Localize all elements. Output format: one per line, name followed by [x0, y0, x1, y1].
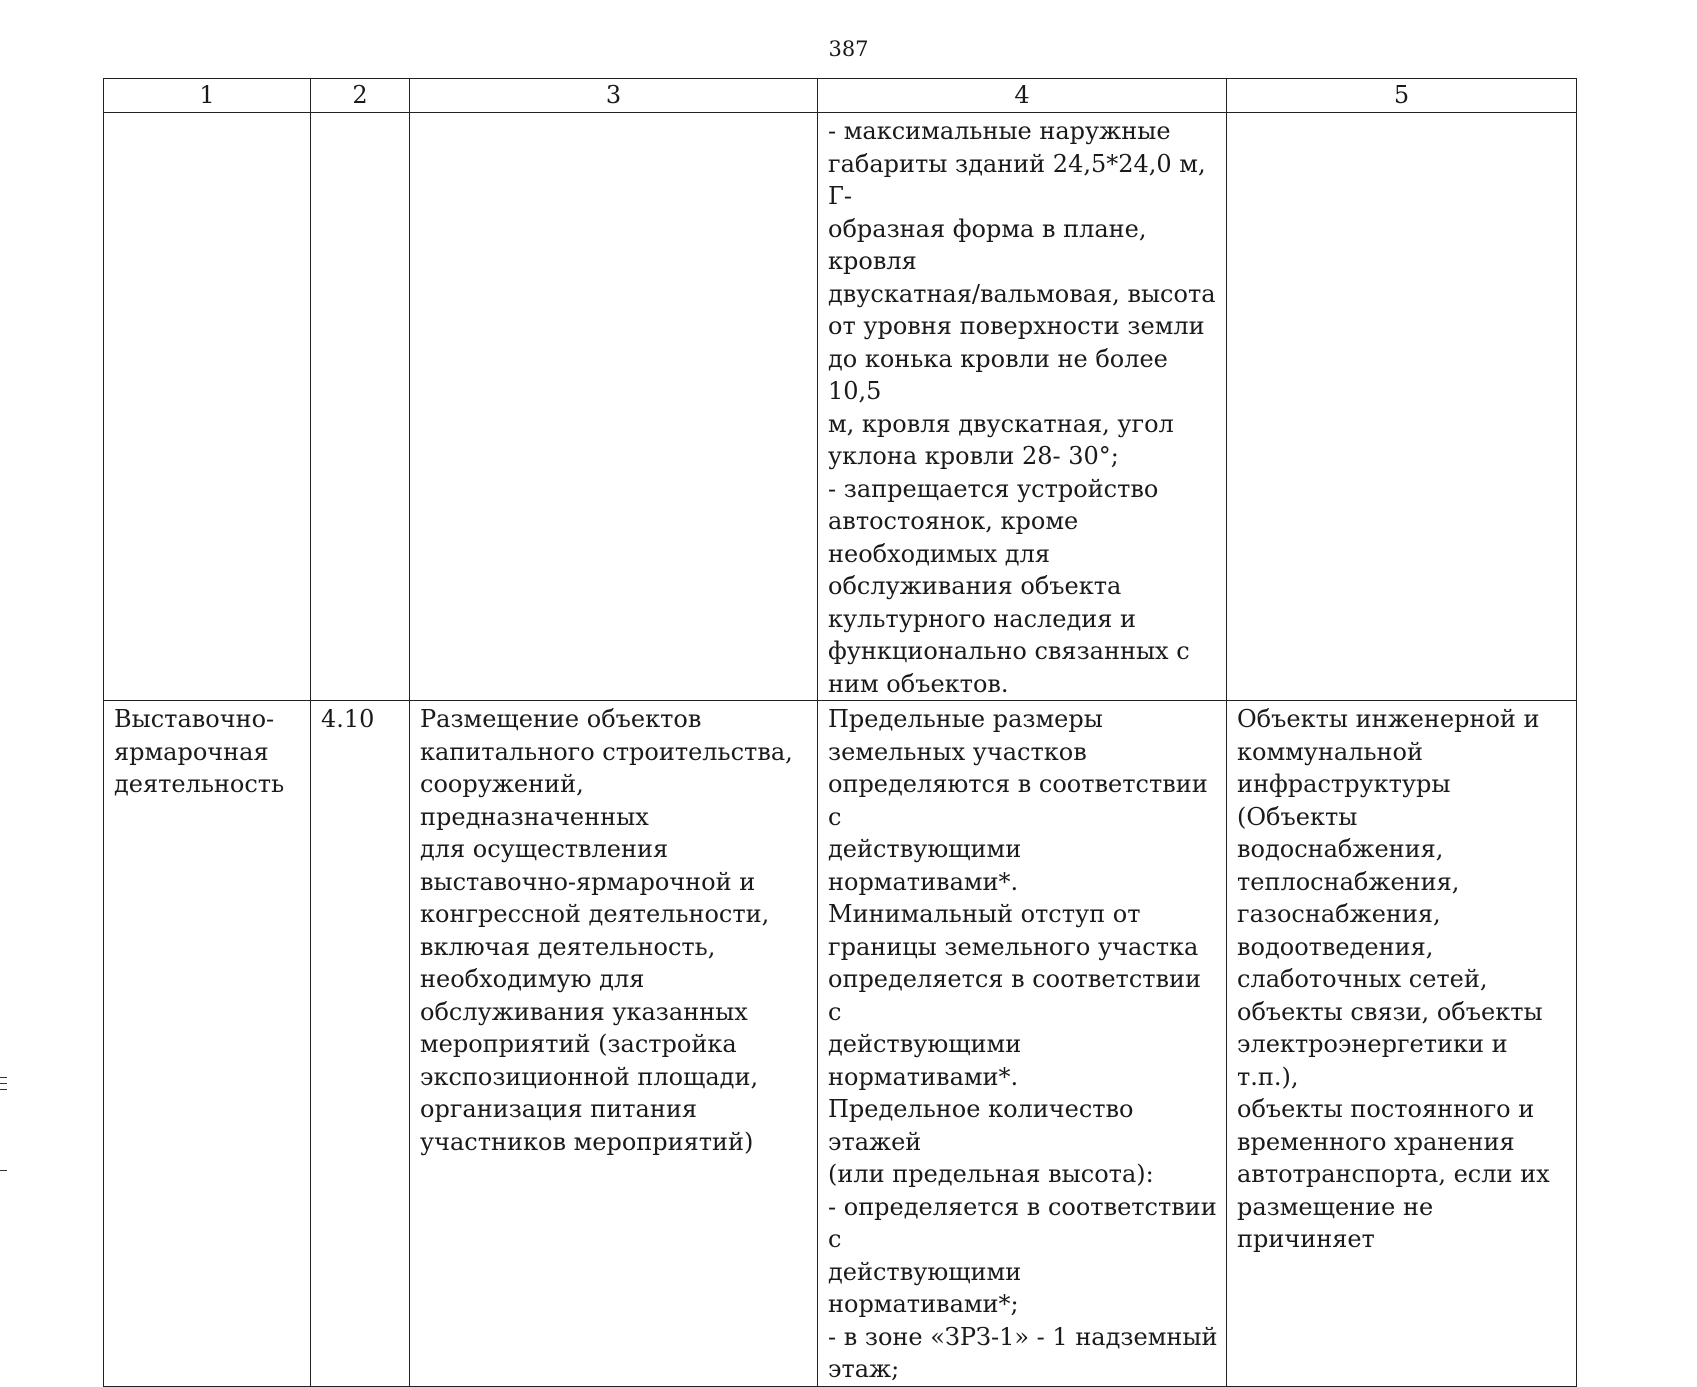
table-row — [104, 113, 1577, 701]
cell-use-name — [104, 701, 311, 1387]
cell-text: - максимальные наружные габариты зданий 24,5*24,0 м, Г- образная форма в плане, кровля двускатная/вальмовая, высота от уровня поверхности земли до конька кровли не более 10,5 м, кровля двускатная, угол уклона кровли 28- 30°; - запрещается устройство автостоянок, кроме необходимых для обслуживания объекта культурного наследия и функционально связанных с ним объектов. — [828, 117, 1216, 698]
cell-use-name — [104, 113, 311, 701]
binding-mark — [0, 1083, 7, 1084]
cell-auxiliary-uses — [1227, 113, 1577, 701]
regulations-table — [103, 78, 1577, 1387]
cell-use-description — [410, 701, 818, 1387]
cell-parameters — [818, 701, 1227, 1387]
cell-use-code — [311, 701, 410, 1387]
cell-parameters — [818, 113, 1227, 701]
binding-mark — [0, 1077, 7, 1078]
cell-text: Размещение объектов капитального строительства, сооружений, предназначенных для осуществления выставочно-ярмарочной и конгрессной деятельности, включая деятельность, необходимую для обслуживания указанных мероприятий (застройка экспозиционной площади, организация питания участников мероприятий) — [420, 705, 793, 1156]
cell-use-description — [410, 113, 818, 701]
cell-text: 4.10 — [321, 705, 375, 733]
column-header-2: 2 — [311, 79, 410, 113]
cell-text: Объекты инженерной и коммунальной инфраструктуры (Объекты водоснабжения, теплоснабжения, газоснабжения, водоотведения, слаботочных сетей, объекты связи, объекты электроэнергетики и т.п.), объекты постоянного и временного хранения автотранспорта, если их размещение не причиняет — [1237, 705, 1550, 1253]
table-row — [104, 701, 1577, 1387]
binding-mark — [0, 1170, 7, 1171]
table-header-row — [104, 79, 1577, 113]
column-header-5: 5 — [1227, 79, 1577, 113]
column-header-4: 4 — [818, 79, 1227, 113]
page-number: 387 — [828, 37, 869, 61]
cell-auxiliary-uses — [1227, 701, 1577, 1387]
column-header-3: 3 — [410, 79, 818, 113]
cell-use-code — [311, 113, 410, 701]
column-header-1: 1 — [104, 79, 311, 113]
cell-text: Выставочно- ярмарочная деятельность — [114, 705, 285, 798]
cell-text: Предельные размеры земельных участков определяются в соответствии с действующими нормативами*. Минимальный отступ от границы земельного участка определяется в соответствии с действующими нормативами*. Предельное количество этажей (или предельная высота): - определяется в соответствии с действующими нормативами*; - в зоне «ЗРЗ-1» - 1 надземный этаж; — [828, 705, 1218, 1383]
binding-mark — [0, 1089, 7, 1090]
